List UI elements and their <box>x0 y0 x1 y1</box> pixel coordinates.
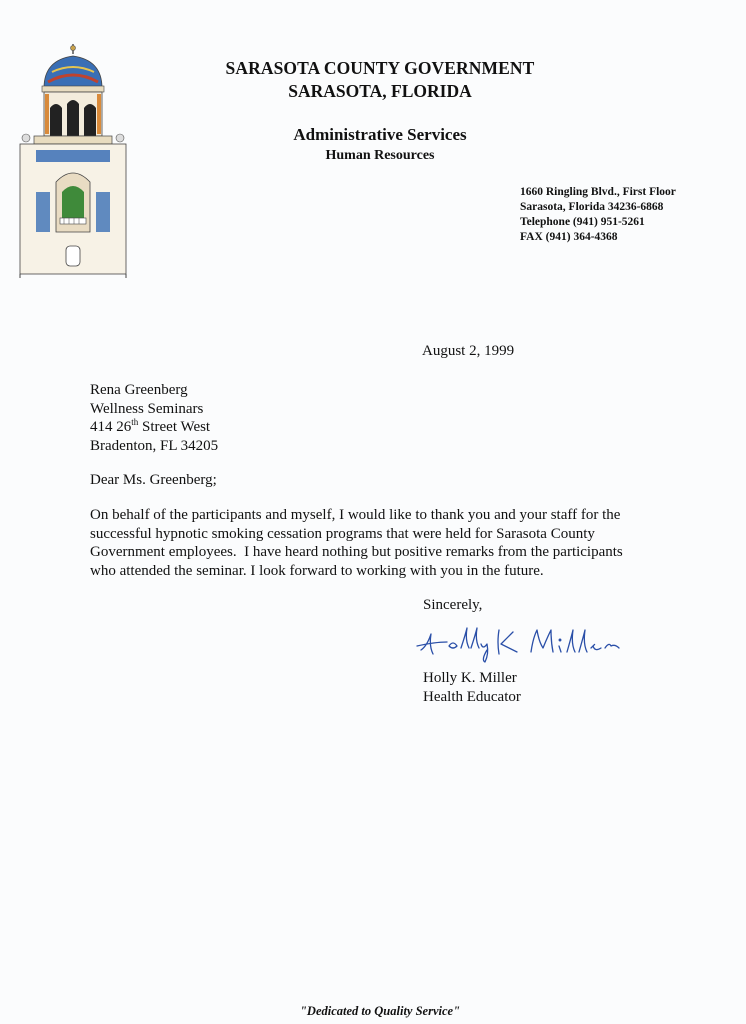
recipient-company: Wellness Seminars <box>90 400 204 417</box>
address-fax: FAX (941) 364-4368 <box>520 231 618 243</box>
letter-body <box>90 506 670 580</box>
body-line: successful hypnotic smoking cessation programs that were held for Sarasota County <box>90 525 595 542</box>
recipient-city: Bradenton, FL 34205 <box>90 437 219 454</box>
salutation: Dear Ms. Greenberg; <box>90 472 217 488</box>
division-name: Human Resources <box>325 148 435 163</box>
signer-title: Health Educator <box>423 688 521 705</box>
street-ordinal: th <box>131 417 139 427</box>
department-name: Administrative Services <box>293 125 467 144</box>
org-name: SARASOTA COUNTY GOVERNMENT <box>225 58 535 78</box>
recipient-name: Rena Greenberg <box>90 382 188 398</box>
office-address <box>520 185 676 245</box>
address-telephone: Telephone (941) 951-5261 <box>520 216 645 228</box>
street-number: 414 26 <box>90 419 132 435</box>
closing: Sincerely, <box>423 597 483 613</box>
org-location: SARASOTA, FLORIDA <box>288 81 472 101</box>
body-line: On behalf of the participants and myself, I would like to thank you and your staff for the <box>90 507 621 523</box>
signer-name: Holly K. Miller <box>423 670 517 686</box>
street-name: Street West <box>138 419 211 435</box>
signature <box>413 620 638 665</box>
letter-date: August 2, 1999 <box>422 343 515 359</box>
footer-motto: "Dedicated to Quality Service" <box>299 1004 461 1018</box>
signer-block <box>423 669 521 706</box>
address-city: Sarasota, Florida 34236-6868 <box>520 201 664 213</box>
body-line: who attended the seminar. I look forward to working with you in the future. <box>90 562 544 579</box>
recipient-block <box>90 381 218 455</box>
body-line: Government employees. I have heard nothing but positive remarks from the participants <box>90 544 623 560</box>
address-street: 1660 Ringling Blvd., First Floor <box>520 186 676 198</box>
recipient-street <box>90 418 218 437</box>
